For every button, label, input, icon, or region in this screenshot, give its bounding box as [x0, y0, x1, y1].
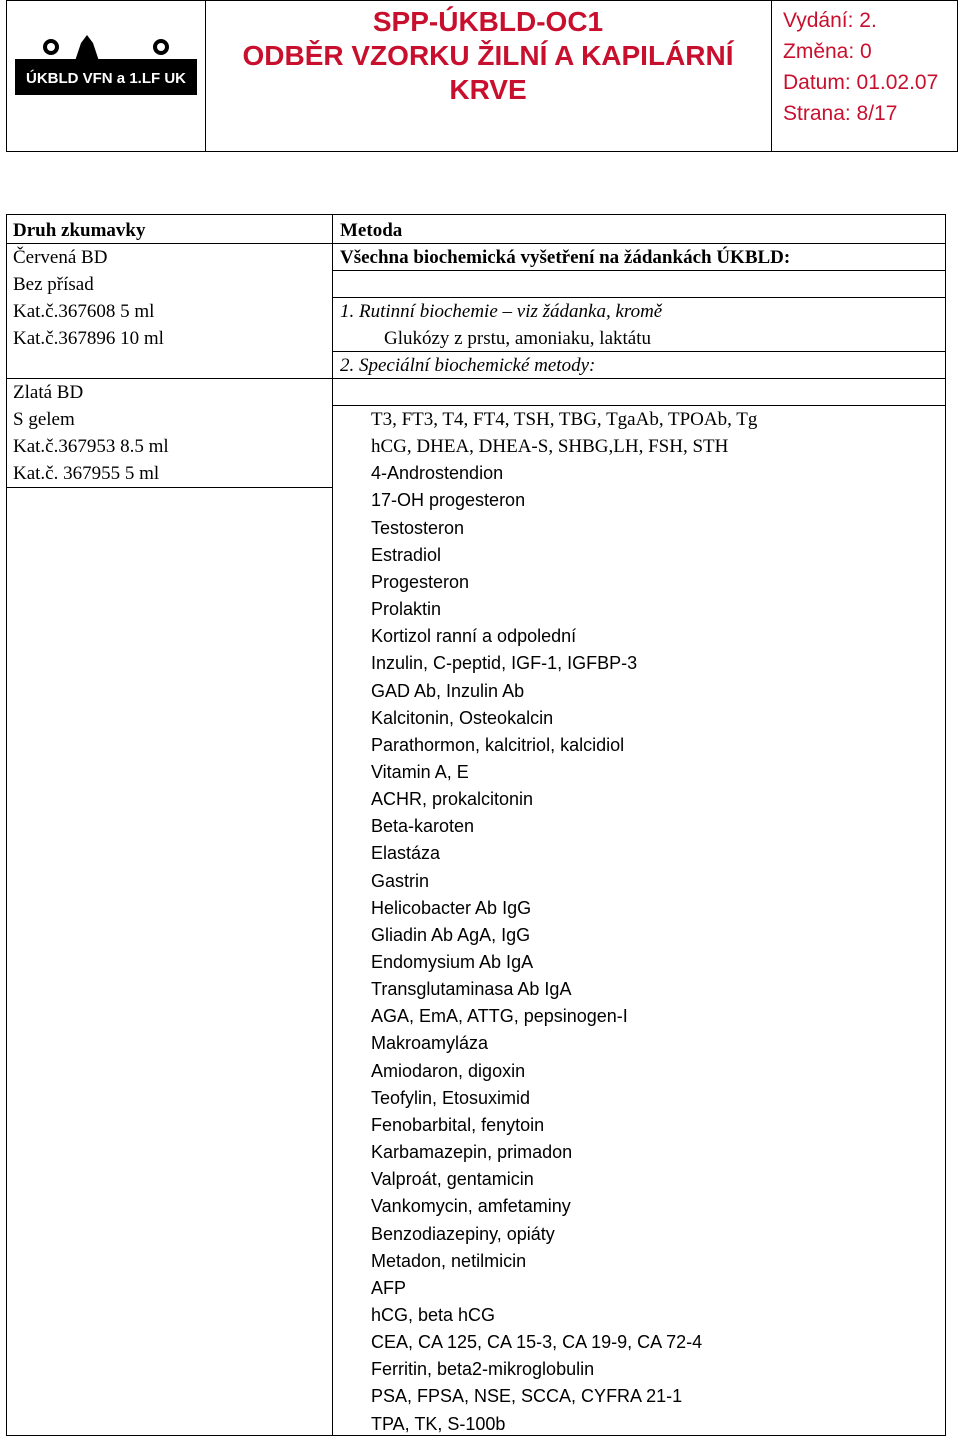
method-item: Kortizol ranní a odpolední: [371, 626, 577, 647]
method-item: Valproát, gentamicin: [371, 1169, 534, 1190]
method-item: Parathormon, kalcitriol, kalcidiol: [371, 734, 625, 755]
page-label: Strana: 8/17: [783, 102, 898, 125]
method-item: Benzodiazepiny, opiáty: [371, 1223, 555, 1244]
tube-red-desc: Bez přísad: [13, 274, 94, 295]
method-item: Vitamin A, E: [371, 761, 469, 782]
method-item: ACHR, prokalcitonin: [371, 789, 534, 810]
method-item: Prolaktin: [371, 599, 442, 620]
method-item: Estradiol: [371, 544, 442, 565]
method-item: Fenobarbital, fenytoin: [371, 1114, 545, 1135]
method-item: Makroamyláza: [371, 1033, 489, 1054]
method-item: Transglutaminasa Ab IgA: [371, 979, 572, 1000]
method-item: Beta-karoten: [371, 816, 475, 837]
tube-gold-name: Zlatá BD: [13, 382, 84, 403]
ukbld-logo: [15, 35, 197, 95]
svg-text:ÚKBLD VFN a 1.LF UK: ÚKBLD VFN a 1.LF UK: [25, 70, 187, 87]
method-item: CEA, CA 125, CA 15-3, CA 19-9, CA 72-4: [371, 1332, 703, 1353]
method-item: 17-OH progesteron: [371, 490, 526, 511]
method-item: T3, FT3, T4, FT4, TSH, TBG, TgaAb, TPOAb, Tg: [371, 409, 758, 430]
method-item: Vankomycin, amfetaminy: [371, 1196, 571, 1217]
method-item: 4-Androstendion: [371, 463, 504, 484]
method-item: hCG, beta hCG: [371, 1304, 496, 1325]
document-header: [6, 0, 958, 152]
method-item: Gastrin: [371, 870, 430, 891]
method-item: Progesteron: [371, 571, 470, 592]
change-label: Změna: 0: [783, 40, 872, 63]
method-item: Gliadin Ab AgA, IgG: [371, 924, 531, 945]
document-title: ODBĚR VZORKU ŽILNÍ A KAPILÁRNÍ: [242, 40, 734, 71]
logo-cell: [7, 1, 206, 151]
method-item: AGA, EmA, ATTG, pepsinogen-I: [371, 1006, 628, 1027]
tube-type-heading: Druh zkumavky: [13, 220, 146, 241]
date-label: Datum: 01.02.07: [783, 71, 939, 94]
method-item: Teofylin, Etosuximid: [371, 1087, 531, 1108]
tube-gold-desc: S gelem: [13, 409, 75, 430]
document-meta-cell: [771, 1, 957, 151]
section-routine-note: Glukózy z prstu, amoniaku, laktátu: [384, 328, 651, 349]
tube-red-cat-1: Kat.č.367608 5 ml: [13, 301, 155, 322]
method-item: TPA, TK, S-100b: [371, 1413, 506, 1434]
method-item: Karbamazepin, primadon: [371, 1142, 573, 1163]
column-divider: [332, 215, 333, 1435]
method-intro: Všechna biochemická vyšetření na žádankách ÚKBLD:: [340, 247, 791, 268]
document-code: SPP-ÚKBLD-OC1: [372, 6, 604, 37]
method-heading: Metoda: [340, 220, 403, 241]
tube-method-table: [6, 214, 946, 1436]
tube-gold-cat-2: Kat.č. 367955 5 ml: [13, 463, 160, 484]
document-title-cont: KRVE: [449, 74, 527, 105]
method-item: Testosteron: [371, 517, 465, 538]
method-item: Metadon, netilmicin: [371, 1250, 527, 1271]
row-divider: [7, 487, 332, 488]
tube-gold-cat-1: Kat.č.367953 8.5 ml: [13, 436, 169, 457]
section-special: 2. Speciální biochemické metody:: [340, 355, 596, 376]
method-item: Endomysium Ab IgA: [371, 952, 534, 972]
edition-label: Vydání: 2.: [783, 9, 877, 32]
method-item: GAD Ab, Inzulin Ab: [371, 680, 525, 701]
method-item: Kalcitonin, Osteokalcin: [371, 707, 554, 728]
method-item: Helicobacter Ab IgG: [371, 897, 532, 918]
tube-red-cat-2: Kat.č.367896 10 ml: [13, 328, 164, 349]
document-title-cell: [205, 1, 772, 151]
method-item: Ferritin, beta2-mikroglobulin: [371, 1359, 595, 1380]
method-item: Inzulin, C-peptid, IGF-1, IGFBP-3: [371, 653, 638, 674]
method-item: hCG, DHEA, DHEA-S, SHBG,LH, FSH, STH: [371, 436, 729, 458]
method-item: AFP: [371, 1277, 407, 1298]
tube-red-name: Červená BD: [13, 247, 108, 268]
section-routine: 1. Rutinní biochemie – viz žádanka, kromě: [340, 301, 663, 322]
method-item: Amiodaron, digoxin: [371, 1060, 526, 1081]
method-item: PSA, FPSA, NSE, SCCA, CYFRA 21-1: [371, 1386, 683, 1407]
method-item: Elastáza: [371, 843, 441, 864]
